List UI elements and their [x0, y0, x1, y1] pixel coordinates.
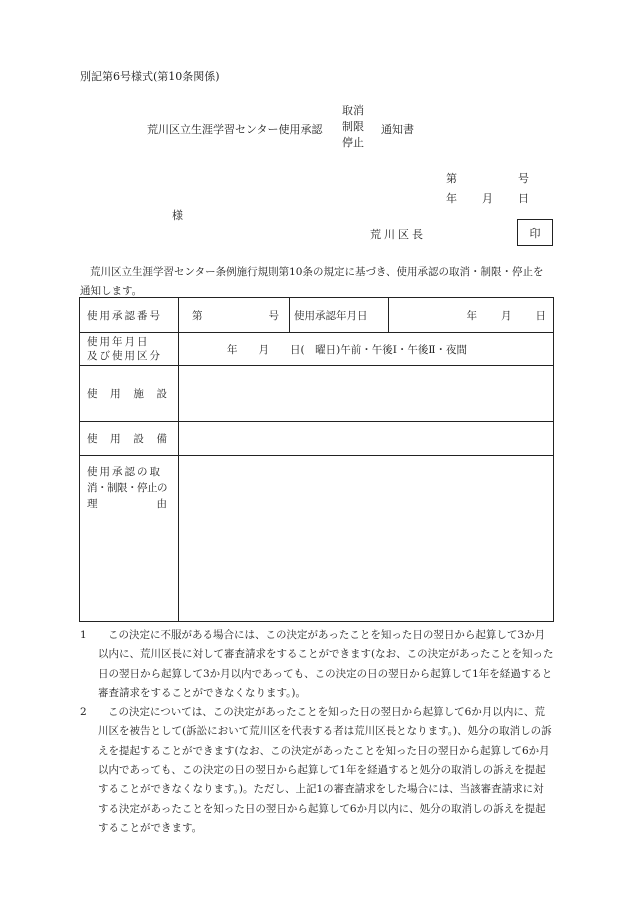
- intro-paragraph: 荒川区立生涯学習センター条例施行規則第10条の規定に基づき、使用承認の取消・制限・停止を通知します。: [80, 266, 544, 297]
- title-option-cancel: 取消: [342, 104, 364, 117]
- notes-section: [80, 626, 554, 838]
- value-approval-date: 年 月 日: [389, 298, 554, 333]
- label-equipment: 使 用 設 備: [80, 422, 179, 456]
- issuer-name: 荒川区長: [370, 228, 426, 241]
- label-approval-number: 使用承認番号: [80, 298, 179, 333]
- value-usage-date: 年 月 日( 曜日)午前・午後Ⅰ・午後Ⅱ・夜間: [179, 333, 554, 366]
- form-reference: 別記第6号様式(第10条関係): [80, 70, 220, 83]
- table-row-approval-number: [80, 298, 554, 333]
- seal-label: 印: [529, 226, 541, 240]
- label-usage-date: 使用年月日 及び使用区分: [80, 333, 179, 366]
- note-item: 1 この決定に不服がある場合には、この決定があったことを知った日の翌日から起算して3か月以内に、荒川区長に対して審査請求をすることができます(なお、この決定があったことを知った日の翌日から起算して3か月以内であっても、この決定の日の翌日から起算して1年を経過すると審査請求をすることができなくなります。)。: [80, 629, 554, 699]
- label-approval-date: 使用承認年月日: [290, 298, 389, 333]
- title-option-suspend: 停止: [342, 136, 364, 149]
- label-reason: 使用承認の取 消・制限・停止の 理 由: [80, 456, 179, 622]
- table-row-usage-date: [80, 333, 554, 366]
- value-facility: [179, 366, 554, 422]
- label-facility: 使 用 施 設: [80, 366, 179, 422]
- date-year: 年: [446, 192, 457, 205]
- value-equipment: [179, 422, 554, 456]
- addressee-suffix: 様: [172, 209, 183, 222]
- note-item: 2 この決定については、この決定があったことを知った日の翌日から起算して6か月以内に、荒川区を被告として(訴訟において荒川区を代表する者は荒川区長となります。)、処分の取消しの訴えを提起することができます(なお、この決定があったことを知った日の翌日から起算して6か月以内であっても、この決定の日の翌日から起算して1年を経過すると処分の取消しの訴えを提起することができなくなります。)。ただし、上記1の審査請求をした場合には、当該審査請求に対する決定があったことを知った日の翌日から起算して6か月以内に、処分の取消しの訴えを提起することができます。: [80, 706, 552, 834]
- table-row-facility: [80, 366, 554, 422]
- date-day: 日: [518, 192, 529, 205]
- title-option-restrict: 制限: [342, 120, 364, 133]
- seal-box: [517, 219, 553, 246]
- value-approval-number: 第 号: [179, 298, 290, 333]
- number-suffix: 号: [518, 172, 529, 185]
- title-suffix: 通知書: [381, 123, 414, 136]
- title-options: [342, 103, 364, 151]
- document-title: 荒川区立生涯学習センター使用承認: [147, 123, 323, 136]
- table-row-equipment: [80, 422, 554, 456]
- value-reason: [179, 456, 554, 622]
- notice-table: [79, 297, 554, 622]
- date-month: 月: [482, 192, 493, 205]
- number-prefix: 第: [446, 172, 457, 185]
- table-row-reason: [80, 456, 554, 622]
